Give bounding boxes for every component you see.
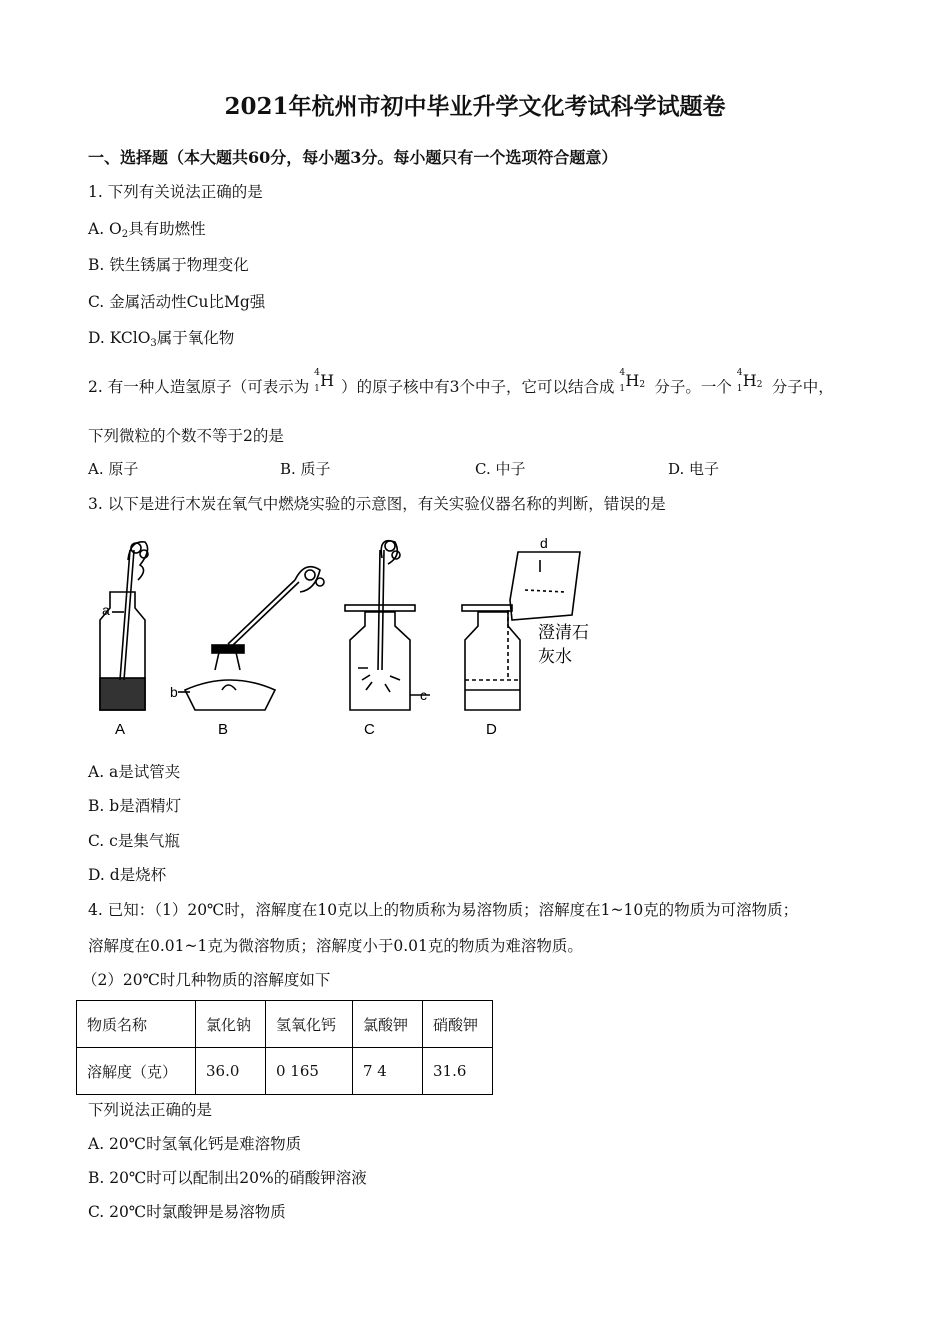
table-header-row [77, 1001, 493, 1048]
figure-label-c: C [364, 721, 375, 738]
q1-d-sub: 3 [150, 338, 157, 349]
apparatus-a [100, 542, 148, 710]
q3-option-b: B. b是酒精灯 [88, 797, 182, 815]
q4-line1: 4. 已知：（1）20℃时，溶解度在10克以上的物质称为易溶物质；溶解度在1~10克的物质为可溶物质； [88, 901, 799, 919]
solubility-table [76, 1000, 493, 1095]
q2-part2: ）的原子核中有3个中子，它可以结合成 [341, 378, 615, 396]
liquid-label-1: 澄清石 [538, 623, 589, 642]
q4-line4: 下列说法正确的是 [88, 1101, 213, 1119]
page-title: 2021年杭州市初中毕业升学文化考试科学试题卷 [224, 93, 726, 120]
isotope-h2-b [736, 368, 767, 396]
iso-sub: 2 [639, 380, 646, 390]
q4-line3: （2）20℃时几种物质的溶解度如下 [82, 971, 331, 989]
table-cell: 0 165 [266, 1048, 353, 1095]
q1-option-a [88, 217, 206, 240]
iso-mass: 4 [736, 368, 743, 378]
figure-label-b: B [218, 721, 229, 738]
apparatus-b [178, 567, 324, 710]
isotope-h2-a [619, 368, 649, 396]
q2-part1: 2. 有一种人造氢原子（可表示为 [88, 378, 310, 396]
q1-a-rest: 具有助燃性 [128, 220, 206, 238]
q1-d-text: D. KClO [88, 329, 151, 347]
table-cell: 硝酸钾 [423, 1001, 493, 1048]
iso-number: 1 [314, 384, 320, 394]
experiment-figure [90, 530, 610, 745]
q4-option-b: B. 20℃时可以配制出20%的硝酸钾溶液 [88, 1169, 367, 1187]
section-heading: 一、选择题（本大题共60分，每小题3分。每小题只有一个选项符合题意） [88, 148, 618, 167]
q3-stem: 3. 以下是进行木炭在氧气中燃烧实验的示意图，有关实验仪器名称的判断，错误的是 [88, 495, 666, 513]
table-cell: 36.0 [196, 1048, 266, 1095]
q4-option-c: C. 20℃时氯酸钾是易溶物质 [88, 1203, 286, 1221]
q4-option-a: A. 20℃时氢氧化钙是难溶物质 [88, 1135, 302, 1153]
figure-label-a: A [115, 721, 126, 738]
iso-number: 1 [619, 384, 626, 394]
q2-part3: 分子。一个 [654, 378, 732, 396]
iso-mass: 4 [314, 368, 320, 378]
q1-a-text: A. O [88, 220, 122, 238]
pointer-label-a: a [102, 602, 110, 618]
q2-line2: 下列微粒的个数不等于2的是 [88, 427, 284, 445]
q1-option-c: C. 金属活动性Cu比Mg强 [88, 293, 266, 311]
figure-label-d: D [486, 721, 497, 738]
q3-option-c: C. c是集气瓶 [88, 832, 180, 850]
apparatus-c [345, 541, 430, 710]
q1-d-rest: 属于氧化物 [156, 329, 235, 347]
table-cell: 氯酸钾 [353, 1001, 423, 1048]
table-cell: 溶解度（克） [77, 1048, 196, 1095]
iso-sub: 2 [756, 380, 763, 390]
iso-element: H [320, 371, 335, 390]
q4-line2: 溶解度在0.01~1克为微溶物质；溶解度小于0.01克的物质为难溶物质。 [88, 937, 583, 955]
table-cell: 7 4 [353, 1048, 423, 1095]
iso-mass: 4 [619, 368, 626, 378]
table-cell: 31.6 [423, 1048, 493, 1095]
q1-option-d [88, 326, 234, 349]
table-cell: 氯化钠 [196, 1001, 266, 1048]
table-row [77, 1048, 493, 1095]
q1-option-b: B. 铁生锈属于物理变化 [88, 256, 249, 274]
table-cell: 氢氧化钙 [266, 1001, 353, 1048]
q1-a-sub: 2 [121, 229, 129, 240]
q2-stem [88, 368, 834, 397]
q2-option-c: C. 中子 [475, 460, 526, 478]
q2-option-d: D. 电子 [668, 460, 720, 478]
q2-part4: 分子中， [771, 378, 834, 396]
q2-option-b: B. 质子 [280, 460, 331, 478]
pointer-label-d: d [540, 535, 548, 551]
iso-element: H [742, 371, 757, 390]
pointer-label-b: b [170, 684, 178, 700]
q3-option-d: D. d是烧杯 [88, 866, 167, 884]
liquid-label-2: 灰水 [538, 647, 572, 666]
iso-number: 1 [736, 384, 743, 394]
table-cell: 物质名称 [77, 1001, 196, 1048]
q2-option-a: A. 原子 [88, 460, 139, 478]
q3-option-a: A. a是试管夹 [88, 763, 181, 781]
pointer-label-c: c [420, 687, 427, 703]
iso-element: H [625, 371, 640, 390]
q1-stem: 1. 下列有关说法正确的是 [88, 183, 263, 201]
isotope-h [314, 368, 336, 396]
